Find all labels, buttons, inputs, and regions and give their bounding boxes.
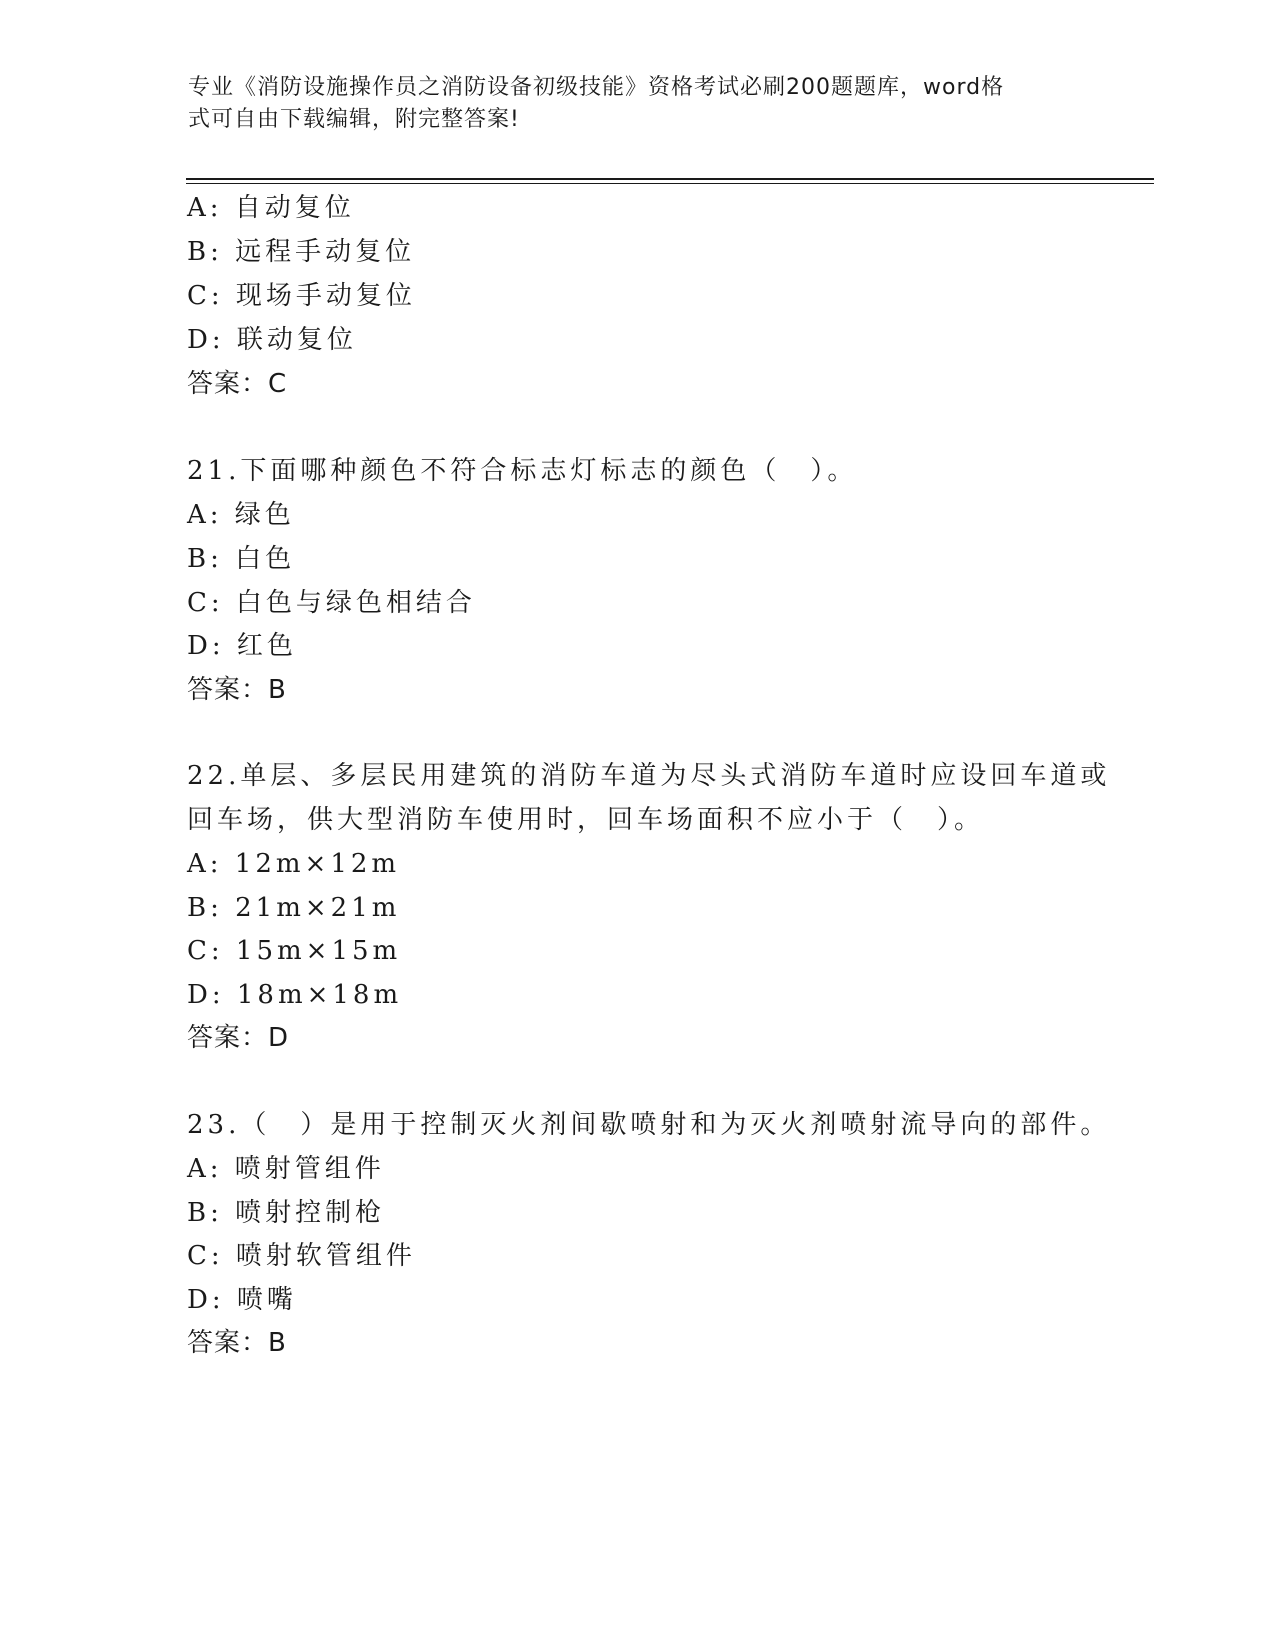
q20-option-c: C: 现场手动复位 [187, 281, 416, 311]
q22-option-d: D: 18m×18m [187, 980, 403, 1010]
q21-option-c: C: 白色与绿色相结合 [187, 588, 476, 618]
q20-option-a: A: 自动复位 [187, 193, 355, 223]
q23-option-c: C: 喷射软管组件 [187, 1241, 416, 1271]
q23-option-d: D: 喷嘴 [187, 1285, 297, 1315]
q20-option-d: D: 联动复位 [187, 325, 357, 355]
q21-question: 21.下面哪种颜色不符合标志灯标志的颜色（ ）。 [187, 456, 858, 486]
q21-option-a: A: 绿色 [187, 500, 295, 530]
q22-answer: 答案：D [187, 1023, 290, 1053]
q22-option-c: C: 15m×15m [187, 936, 402, 966]
document-header [188, 72, 1068, 136]
q20-answer: 答案：C [187, 369, 288, 399]
q23-option-b: B: 喷射控制枪 [187, 1198, 386, 1228]
header-divider-thin [186, 183, 1154, 184]
header-line-2: 式可自由下载编辑，附完整答案! [188, 107, 520, 132]
q20-option-b: B: 远程手动复位 [187, 237, 416, 267]
q22-question-line-1: 22.单层、多层民用建筑的消防车道为尽头式消防车道时应设回车道或 [187, 761, 1111, 791]
header-divider-thick [186, 178, 1154, 180]
q22-option-b: B: 21m×21m [187, 893, 401, 923]
q22-option-a: A: 12m×12m [187, 849, 401, 879]
q21-option-d: D: 红色 [187, 631, 297, 661]
q23-option-a: A: 喷射管组件 [187, 1154, 385, 1184]
header-line-1: 专业《消防设施操作员之消防设备初级技能》资格考试必刷200题题库，word格 [188, 75, 1005, 100]
q21-option-b: B: 白色 [187, 544, 296, 574]
q23-answer: 答案：B [187, 1328, 287, 1358]
q21-answer: 答案：B [187, 675, 287, 705]
q23-question: 23.（ ）是用于控制灭火剂间歇喷射和为灭火剂喷射流导向的部件。 [187, 1110, 1111, 1140]
q22-question-line-2: 回车场，供大型消防车使用时，回车场面积不应小于（ ）。 [187, 805, 985, 835]
